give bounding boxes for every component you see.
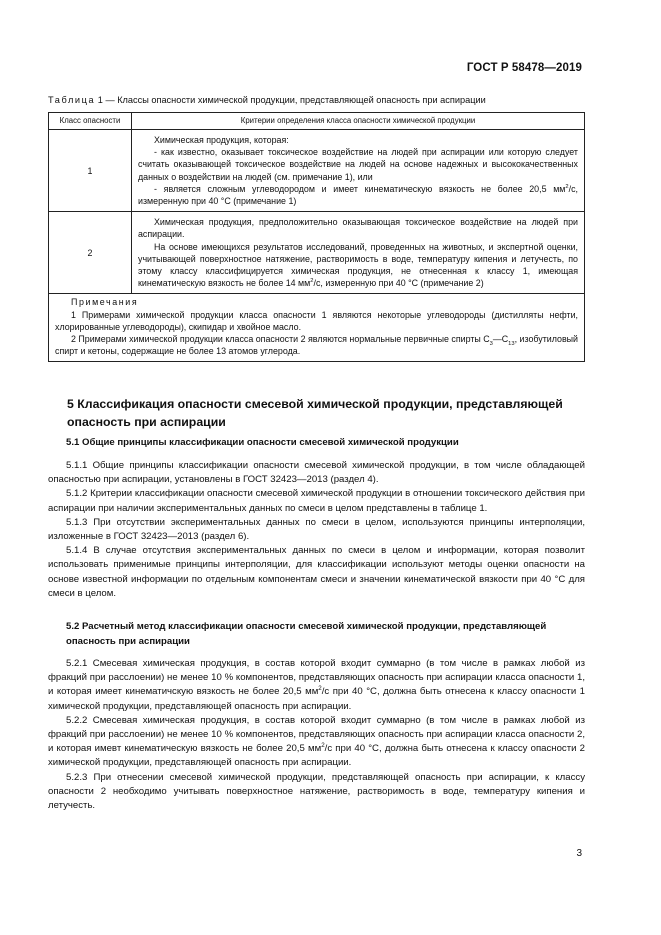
paragraph-5-2-2 — [48, 714, 585, 771]
hazard-class-cell: 1 — [49, 130, 132, 212]
subscript: 3 — [489, 340, 493, 347]
standard-number: ГОСТ Р 58478—2019 — [466, 62, 582, 74]
paragraph-5-1-1: 5.1.1 Общие принципы классификации опасности смесевой химической продукции, в том числе обладающей опасностью при аспирации, установлены в ГОСТ 32423—2013 (раздел 4). — [48, 460, 585, 486]
section-5-title: 5 Классификация опасности смесевой химической продукции, представляющей опасность при аспирации — [67, 397, 563, 429]
superscript: 2 — [321, 742, 325, 750]
superscript: 2 — [310, 278, 314, 285]
table-notes — [49, 294, 585, 362]
criteria-text-part: На основе имеющихся результатов исследований, проведенных на животных, и экспертной оценки, учитывающей поверхностное натяжение, растворимость в воде, температуру кипения и летучесть, по этому классу классифицируется химическая продукция, не отнесенная к классу 1, имеющая кинематическую вязкость не более 14 мм — [138, 241, 578, 289]
hazard-class-table — [48, 112, 585, 362]
table-header-row — [49, 113, 585, 130]
superscript: 2 — [565, 183, 569, 190]
criteria-cell — [132, 130, 585, 212]
subsection-5-2-body — [48, 657, 585, 813]
criteria-text — [138, 241, 578, 290]
subsection-5-1-title: 5.1 Общие принципы классификации опасности смесевой химической продукции — [66, 437, 459, 448]
criteria-text-part: /с, измеренную при 40 °С (примечание 2) — [313, 278, 484, 289]
table-caption-text: 1 — Классы опасности химической продукции, представляющей опасность при аспирации — [95, 95, 486, 105]
table-caption-label: Таблица — [48, 95, 96, 105]
table-notes-row — [49, 294, 585, 362]
paragraph-text-part: /с при 40 °С, должна быть отнесена к классу опасности 2 химической продукции, представляющей опасность при аспирации. — [48, 743, 585, 769]
subsection-5-1-body — [48, 459, 585, 601]
table-row — [49, 212, 585, 294]
criteria-cell — [132, 212, 585, 294]
note-text-part: —С — [492, 334, 509, 345]
superscript: 2 — [318, 685, 322, 693]
criteria-text: - как известно, оказывает токсическое воздействие на людей при аспирации или которую следует считать оказывающей токсическое воздействие на людей на основе надежных и высококачественных данных о воздействии на людей (см. примечание 1), или — [138, 147, 578, 182]
note-text-part: , изобутиловый спирт и кетоны, содержащие не более 13 атомов углерода. — [55, 334, 579, 357]
paragraph-text-part: /с при 40 °С, должна быть отнесена к классу опасности 1 химической продукции, представляющей опасность при аспирации. — [48, 686, 585, 712]
paragraph-5-2-3: 5.2.3 При отнесении смесевой химической продукции, представляющей опасность при аспирации, к классу опасности 2 необходимо учитывать поверхностное натяжение, растворимость в воде, температуру кипения и летучесть. — [48, 771, 585, 812]
paragraph-text-part: 5.2.1 Смесевая химическая продукция, в состав которой входит суммарно (в том числе в рамках любой из фракций при расслоении) не менее 10 % компонентов, представляющих опасность при аспирации класса опасности 1, и которая имеет кинематичскую вязкость не более 20,5 мм — [48, 658, 585, 698]
criteria-text — [138, 183, 578, 207]
criteria-text-part: - является сложным углеводородом и имеет кинематическую вязкость не более 20,5 мм — [154, 183, 566, 194]
note-text-part: 2 Примерами химической продукции класса опасности 2 являются нормальные первичные спирты С — [71, 334, 490, 345]
notes-title: Примечания — [71, 297, 139, 308]
table-caption — [48, 95, 608, 105]
note-2 — [55, 333, 578, 357]
criteria-text-part: /с, измеренную при 40 °С (примечание 1) — [138, 183, 578, 207]
paragraph-5-1-3: 5.1.3 При отсутствии экспериментальных данных по смеси в целом, используются принципы интерполяции, изложенные в ГОСТ 32423—2013 (раздел 6). — [48, 516, 585, 543]
note-1: 1 Примерами химической продукции класса опасности 1 являются некоторые углеводороды (дистилляты нефти, хлорированные углеводороды), скипидар и хвойное масло. — [55, 309, 578, 332]
paragraph-5-2-1 — [48, 657, 585, 714]
column-header-criteria: Критерии определения класса опасности химической продукции — [132, 113, 585, 130]
column-header-class: Класс опасности — [49, 113, 132, 130]
page-number: 3 — [576, 848, 582, 859]
subsection-5-2-title: 5.2 Расчетный метод классификации опасности смесевой химической продукции, представляющей опасность при аспирации — [66, 621, 547, 647]
criteria-text: Химическая продукция, которая: — [154, 135, 289, 145]
criteria-text: Химическая продукция, предположительно оказывающая токсическое воздействие на людей при аспирации. — [138, 217, 578, 240]
paragraph-5-1-2: 5.1.2 Критерии классификации опасности смесевой химической продукции в отношении токсического действия при аспирации при наличии экспериментальных данных по смеси в целом представлены в таблице 1. — [48, 488, 585, 514]
table-row — [49, 130, 585, 212]
hazard-class-cell: 2 — [49, 212, 132, 294]
paragraph-5-1-4: 5.1.4 В случае отсутствия экспериментальных данных по смеси в целом и информации, которая позволит использовать применимые принципы интерполяции, для классификации используют методы оценки опасности на основе известной информации по отдельным компонентам смеси и значении кинематической вязкости при 40 °С для смеси в целом. — [48, 545, 585, 599]
subscript: 13 — [508, 340, 515, 347]
paragraph-text-part: 5.2.2 Смесевая химическая продукция, в состав которой входит суммарно (в том числе в рамках любой из фракций при расслоении) не менее 10 % компонентов, представляющих опасность при аспирации класса опасности 2, и которая имевт кинематическую вязкость не более 20,5 мм — [48, 714, 585, 755]
